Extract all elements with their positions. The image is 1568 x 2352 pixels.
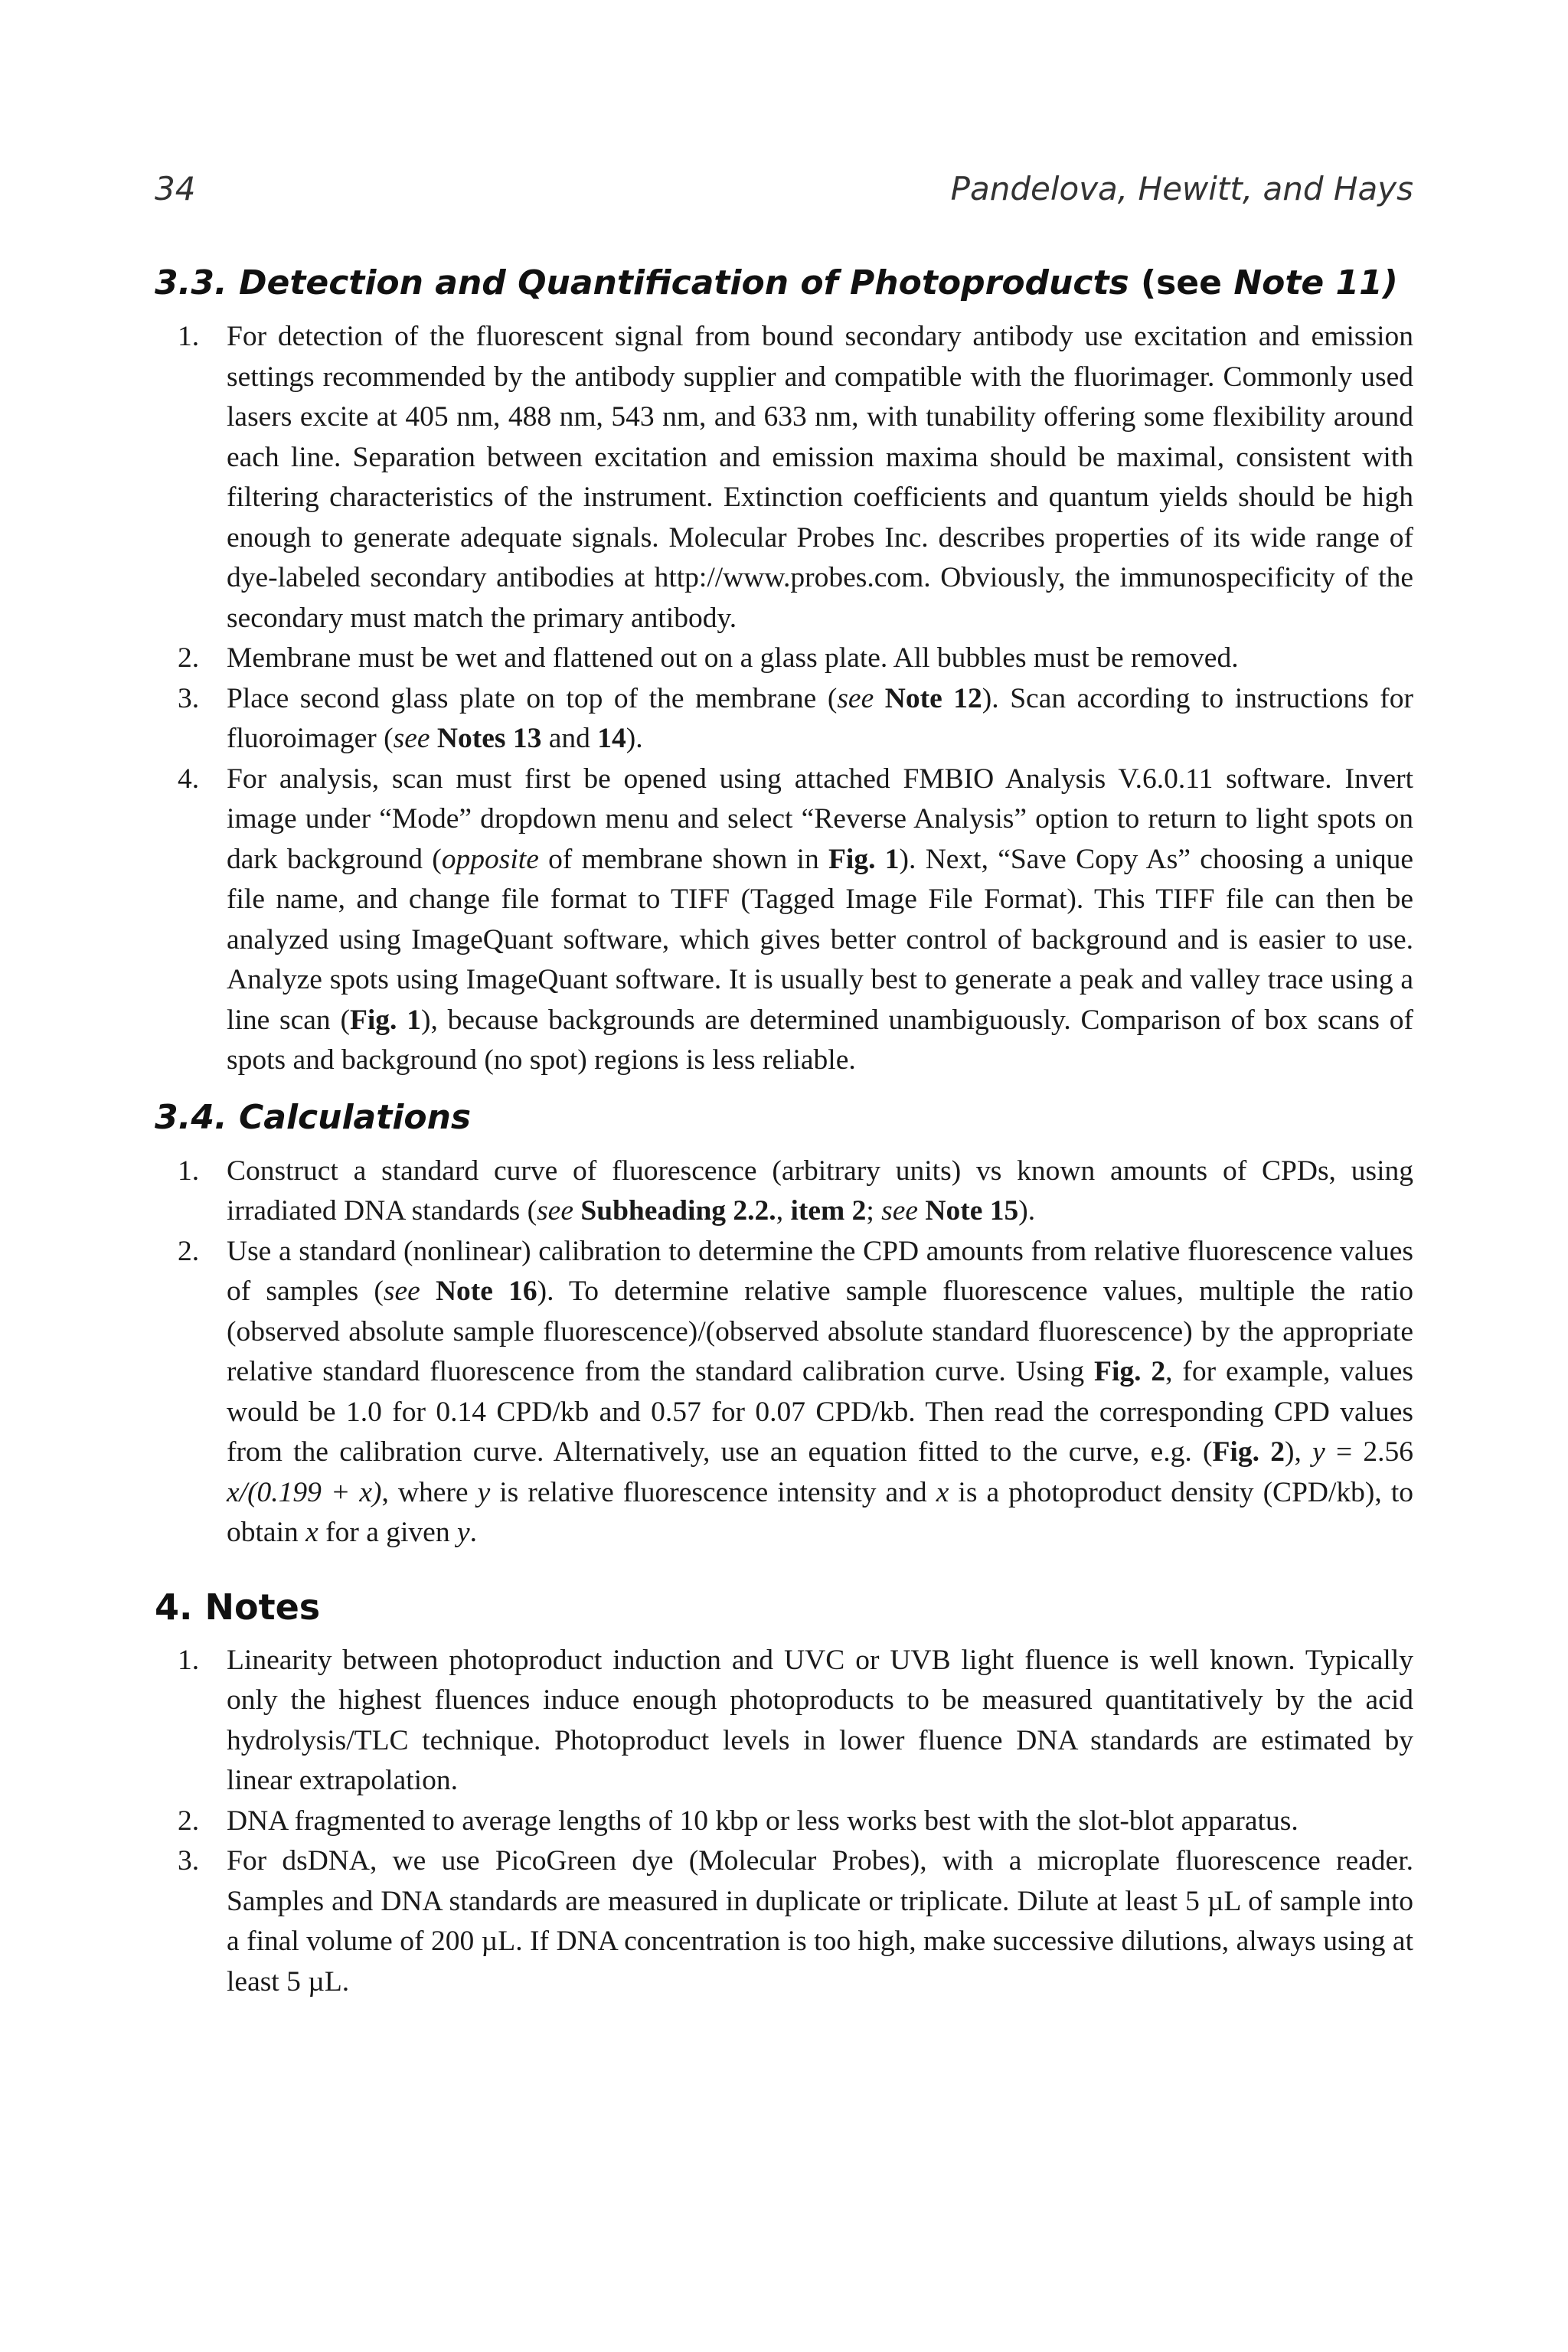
section-heading-notes: 4. Notes <box>155 1586 321 1628</box>
note-ref: Note 16 <box>435 1276 537 1307</box>
running-head <box>155 170 1413 216</box>
list-item <box>155 1232 1413 1553</box>
note-ref: Note 15 <box>925 1195 1019 1227</box>
item-text: is a photoproduct density (CPD/kb), to obtain <box>227 1476 1414 1548</box>
see-ref: see <box>383 1276 420 1307</box>
math-var: y <box>456 1517 470 1548</box>
item-text: of membrane shown in <box>538 843 829 875</box>
subheading-ref: Subheading 2.2. <box>580 1195 776 1227</box>
item-text: DNA fragmented to average lengths of 10 kbp or less works best with the slot-blot apparatus. <box>227 1805 1298 1837</box>
section-heading-3-3 <box>155 260 1413 306</box>
math-var: y <box>477 1476 491 1508</box>
equation-text: x/(0.199 + x) <box>227 1476 382 1508</box>
list-item <box>155 1641 1413 1802</box>
item-text: ). Scan according to instructions for fluoroimager ( <box>227 682 1413 754</box>
page-number: 34 <box>155 170 196 207</box>
item-text: For analysis, scan must first be opened using attached FMBIO Analysis V.6.0.11 software. Invert image under “Mode” dropdown menu and select “Reverse Analysis” option to return to light spots on dark background ( <box>227 763 1413 875</box>
item-text: Membrane must be wet and flattened out on a glass plate. All bubbles must be removed. <box>227 642 1239 674</box>
see-ref: see <box>393 723 430 754</box>
see-ref: see <box>537 1195 573 1227</box>
list-item <box>155 1841 1413 2002</box>
item-ref: item 2 <box>790 1195 867 1227</box>
math-var: x <box>936 1476 949 1508</box>
item-text: ). Next, “Save Copy As” choosing a unique file name, and change file format to TIFF (Tagged Image File Format). This TIFF file can then be analyzed using ImageQuant software, which gives better control of background and is easier to use. Analyze spots using ImageQuant software. It is usually best to generate a peak and valley trace using a line scan ( <box>227 843 1414 1036</box>
note-ref: 14 <box>597 723 626 754</box>
see-label: (see <box>1141 263 1222 302</box>
see-ref: see <box>881 1195 919 1227</box>
math-var: x <box>305 1517 318 1548</box>
item-number: 3. <box>178 1845 200 1877</box>
item-text: ). To determine relative sample fluorescence values, multiple the ratio (observed absolute sample fluorescence)/(observed absolute standard fluorescence) by the appropriate relative standard fluorescence from the standard calibration curve. Using <box>227 1276 1414 1387</box>
item-number: 1. <box>178 1644 200 1676</box>
list-item <box>155 317 1413 639</box>
see-ref: see <box>837 682 874 714</box>
item-text: is relative fluorescence intensity and <box>490 1476 936 1508</box>
note-ref: Notes 13 <box>436 723 542 754</box>
item-text: Construct a standard curve of fluorescence (arbitrary units) vs known amounts of CPDs, using irradiated DNA standards ( <box>227 1155 1413 1227</box>
list-item <box>155 760 1413 1081</box>
figure-ref: Fig. 1 <box>828 843 900 875</box>
item-text: , <box>776 1195 791 1227</box>
section-title-3-3: 3.3. Detection and Quantification of Photoproducts <box>155 263 1129 302</box>
list-item <box>155 1802 1413 1842</box>
math-var: y <box>1312 1436 1325 1468</box>
item-text: ). <box>1018 1195 1036 1227</box>
item-text: For dsDNA, we use PicoGreen dye (Molecular Probes), with a microplate fluorescence reader. Samples and DNA standards are measured in duplicate or triplicate. Dilute at least 5 µL of sample into a final volume of 200 µL. If DNA concentration is too high, make successive dilutions, always using at least 5 µL. <box>227 1845 1413 1998</box>
item-number: 4. <box>178 763 200 795</box>
item-text: . <box>469 1517 477 1548</box>
list-3-3 <box>155 317 1413 1081</box>
item-text: Linearity between photoproduct induction and UVC or UVB light fluence is well known. Typically only the highest fluences induce enough photoproducts to be measured quantitatively by the acid hydrolysis/TLC technique. Photoproduct levels in lower fluence DNA standards are estimated by linear extrapolation. <box>227 1644 1413 1796</box>
item-text: , where <box>381 1476 478 1508</box>
figure-ref: Fig. 1 <box>349 1004 421 1036</box>
item-text: ; <box>866 1195 882 1227</box>
item-text: and <box>548 723 590 754</box>
emphasis: opposite <box>441 843 539 875</box>
page-content <box>155 260 1413 2010</box>
item-text: For detection of the fluorescent signal from bound secondary antibody use excitation and emission settings recommended by the antibody supplier and compatible with the fluorimager. Commonly used lasers excite at 405 nm, 488 nm, 543 nm, and 633 nm, with tunability offering some flexibility around each line. Separation between excitation and emission maxima should be maximal, consistent with filtering characteristics of the instrument. Extinction coefficients and quantum yields should be high enough to generate adequate signals. Molecular Probes Inc. describes properties of its wide range of dye-labeled secondary antibodies at http://www.probes.com. Obviously, the immunospecificity of the secondary must match the primary antibody. <box>227 321 1413 634</box>
item-number: 2. <box>178 642 200 674</box>
item-number: 1. <box>178 321 200 352</box>
equation-text: = 2.56 <box>1325 1436 1413 1468</box>
list-item <box>155 639 1413 679</box>
list-item <box>155 1152 1413 1232</box>
list-item <box>155 679 1413 760</box>
figure-ref: Fig. 2 <box>1094 1356 1166 1387</box>
item-text: ), because backgrounds are determined unambiguously. Comparison of box scans of spots and background (no spot) regions is less reliable. <box>227 1004 1413 1076</box>
item-text: Use a standard (nonlinear) calibration to determine the CPD amounts from relative fluorescence values of samples ( <box>227 1235 1413 1307</box>
figure-ref: Fig. 2 <box>1212 1436 1285 1468</box>
list-3-4 <box>155 1152 1413 1553</box>
item-text: ). <box>626 723 643 754</box>
item-text: ), <box>1284 1436 1313 1468</box>
section-heading-3-4: 3.4. Calculations <box>155 1097 472 1137</box>
item-text: Place second glass plate on top of the membrane ( <box>227 682 838 714</box>
item-text: for a given <box>318 1517 457 1548</box>
note-ref: Note 12 <box>884 682 982 714</box>
running-head-authors: Pandelova, Hewitt, and Hays <box>950 170 1413 207</box>
item-number: 1. <box>178 1155 200 1187</box>
item-number: 3. <box>178 682 200 714</box>
item-number: 2. <box>178 1805 200 1837</box>
list-notes <box>155 1641 1413 2003</box>
item-text: , for example, values would be 1.0 for 0.14 CPD/kb and 0.57 for 0.07 CPD/kb. Then read the corresponding CPD values from the calibration curve. Alternatively, use an equation fitted to the curve, e.g. ( <box>227 1356 1414 1468</box>
note-ref-11: Note 11) <box>1233 263 1398 302</box>
item-number: 2. <box>178 1235 200 1267</box>
